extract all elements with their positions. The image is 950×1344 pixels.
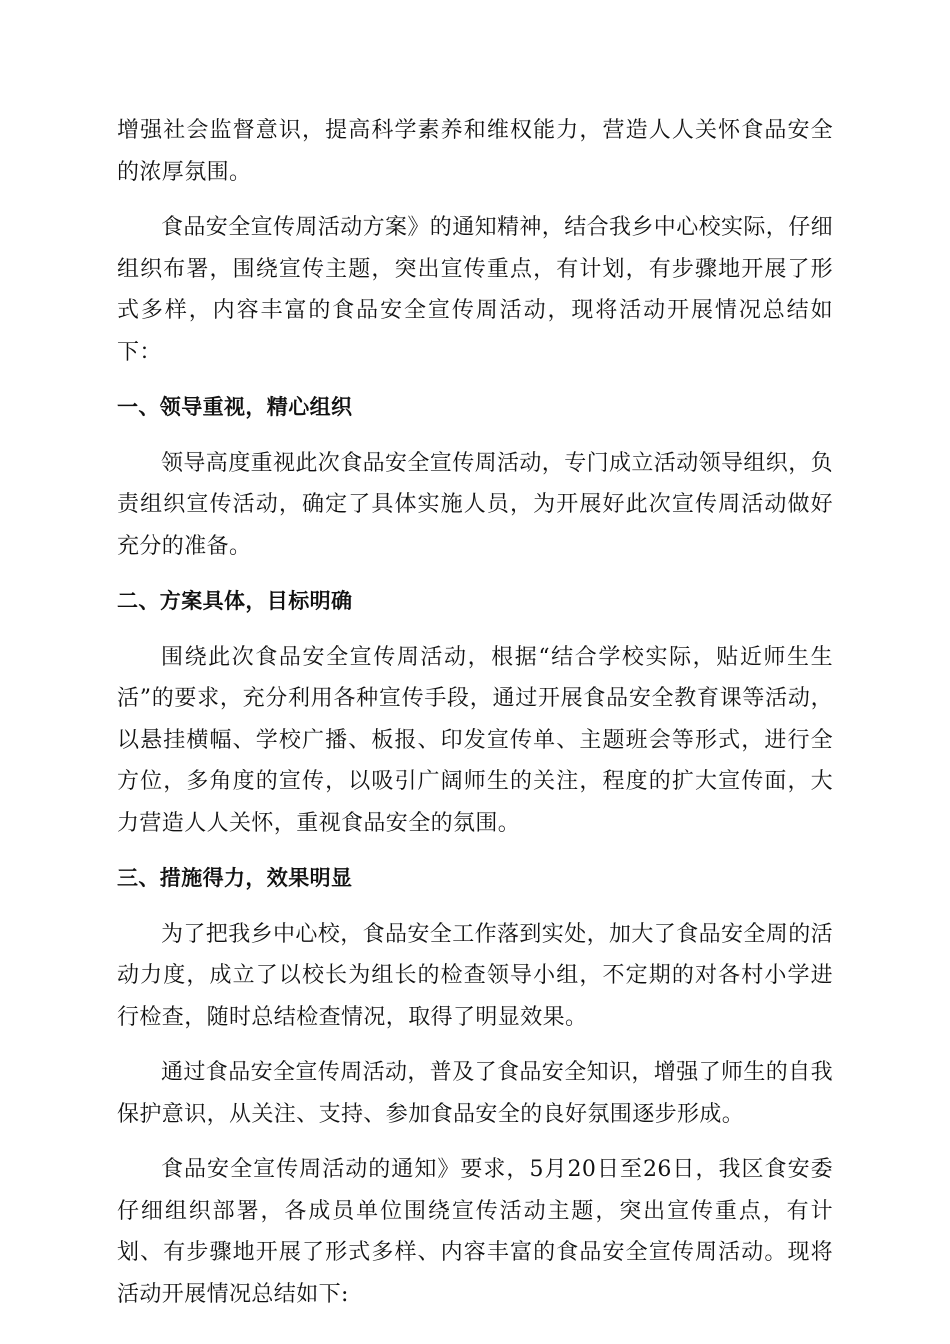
paragraph-intro-continuation: 增强社会监督意识，提高科学素养和维权能力，营造人人关怀食品安全的浓厚氛围。 (117, 118, 833, 185)
paragraph-result: 通过食品安全宣传周活动，普及了食品安全知识，增强了师生的自我保护意识，从关注、支持、参加食品安全的良好氛围逐步形成。 (117, 1060, 834, 1127)
paragraph-notice: 食品安全宣传周活动的通知》要求，5月20日至26日，我区食安委仔细组织部署，各成员单位围绕宣传活动主题，突出宣传重点，有计划、有步骤地开展了形式多样、内容丰富的食品安全宣传周活动。现将活动开展情况总结如下: (117, 1157, 833, 1307)
section-heading-1: 一、领导重视，精心组织 (117, 395, 353, 419)
section-heading-3: 三、措施得力，效果明显 (117, 866, 353, 890)
paragraph-section-2: 围绕此次食品安全宣传周活动，根据“结合学校实际，贴近师生生活”的要求，充分利用各种宣传手段，通过开展食品安全教育课等活动，以悬挂横幅、学校广播、板报、印发宣传单、主题班会等形式，进行全方位，多角度的宣传，以吸引广阔师生的关注，程度的扩大宣传面，大力营造人人关怀，重视食品安全的氛围。 (117, 644, 833, 836)
paragraph-overview: 食品安全宣传周活动方案》的通知精神，结合我乡中心校实际，仔细组织布署，围绕宣传主题，突出宣传重点，有计划，有步骤地开展了形式多样，内容丰富的食品安全宣传周活动，现将活动开展情况总结如下： (117, 215, 834, 365)
document-body (117, 110, 833, 1329)
paragraph-section-1: 领导高度重视此次食品安全宣传周活动，专门成立活动领导组织，负责组织宣传活动，确定了具体实施人员，为开展好此次宣传周活动做好充分的准备。 (117, 450, 834, 559)
section-heading-2: 二、方案具体，目标明确 (117, 589, 353, 613)
paragraph-section-3: 为了把我乡中心校，食品安全工作落到实处，加大了食品安全周的活动力度，成立了以校长为组长的检查领导小组，不定期的对各村小学进行检查，随时总结检查情况，取得了明显效果。 (117, 921, 834, 1030)
